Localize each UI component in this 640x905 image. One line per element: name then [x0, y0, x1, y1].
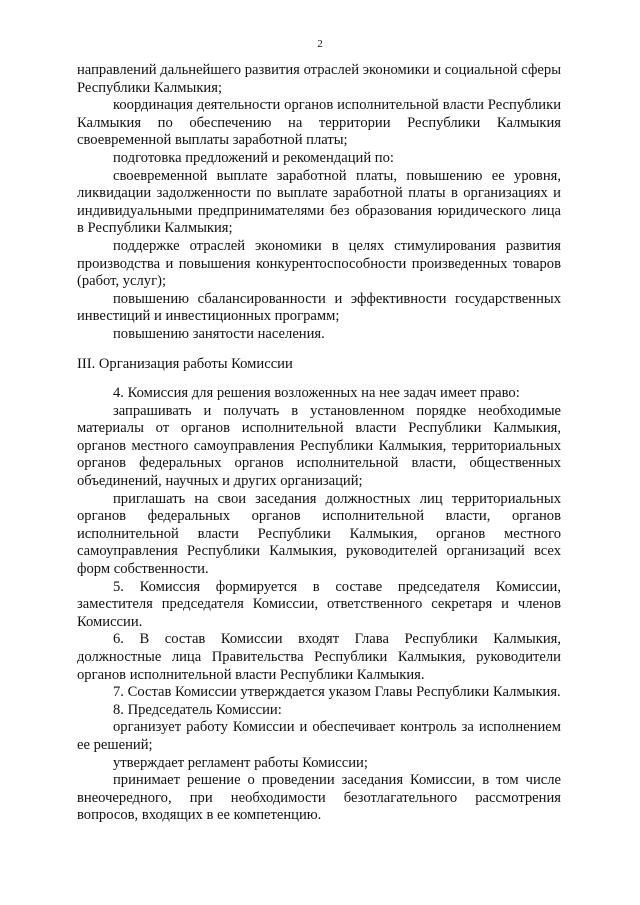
paragraph: повышению сбалансированности и эффективности государственных инвестиций и инвестиционных программ; — [77, 290, 561, 325]
paragraph: координация деятельности органов исполнительной власти Республики Калмыкия по обеспечению на территории Республики Калмыкия своевременной выплаты заработной платы; — [77, 97, 561, 149]
paragraph: принимает решение о проведении заседания Комиссии, в том числе внеочередного, при необходимости безотлагательного рассмотрения вопросов, входящих в ее компетенцию. — [77, 772, 561, 824]
section-heading: III. Организация работы Комиссии — [77, 355, 293, 372]
paragraph: направлений дальнейшего развития отраслей экономики и социальной сферы Республики Калмыкия; — [77, 62, 561, 96]
paragraph: организует работу Комиссии и обеспечивает контроль за исполнением ее решений; — [77, 719, 561, 753]
paragraph: 7. Состав Комиссии утверждается указом Главы Республики Калмыкия. — [113, 684, 561, 701]
paragraph: своевременной выплате заработной платы, повышению ее уровня, ликвидации задолженности по выплате заработной платы в организациях и индивидуальными предпринимателями без образования юридического лица в Республики Калмыкия; — [77, 167, 561, 237]
paragraph: подготовка предложений и рекомендаций по: — [113, 149, 394, 166]
paragraph: 8. Председатель Комиссии: — [113, 701, 282, 718]
page-number: 2 — [317, 38, 323, 50]
bottom-paragraphs — [77, 385, 561, 825]
paragraph: 4. Комиссия для решения возложенных на нее задач имеет право: — [113, 385, 520, 402]
paragraph: поддержке отраслей экономики в целях стимулирования развития производства и повышения конкурентоспособности произведенных товаров (работ, услуг); — [77, 237, 561, 290]
paragraph: приглашать на свои заседания должностных лиц территориальных органов федеральных органов исполнительной власти, органов исполнительной власти Республики Калмыкия, органов местного самоуправления Республики Калмыкия, руководителей организаций всех форм собственности. — [77, 490, 561, 578]
paragraph: 5. Комиссия формируется в составе председателя Комиссии, заместителя председателя Комиссии, ответственного секретаря и членов Комиссии. — [77, 578, 561, 630]
top-paragraphs — [77, 62, 561, 344]
paragraph: утверждает регламент работы Комиссии; — [113, 754, 368, 771]
paragraph: 6. В состав Комиссии входят Глава Республики Калмыкия, должностные лица Правительства Республики Калмыкия, руководители органов исполнительной власти Республики Калмыкия. — [77, 631, 561, 683]
document-body — [77, 62, 561, 825]
paragraph: повышению занятости населения. — [113, 325, 325, 342]
paragraph: запрашивать и получать в установленном порядке необходимые материалы от органов исполнительной власти Республики Калмыкия, органов местного самоуправления Республики Калмыкия, территориальных органов федеральных органов исполнительной власти, общественных объединений, научных и других организаций; — [77, 402, 561, 490]
